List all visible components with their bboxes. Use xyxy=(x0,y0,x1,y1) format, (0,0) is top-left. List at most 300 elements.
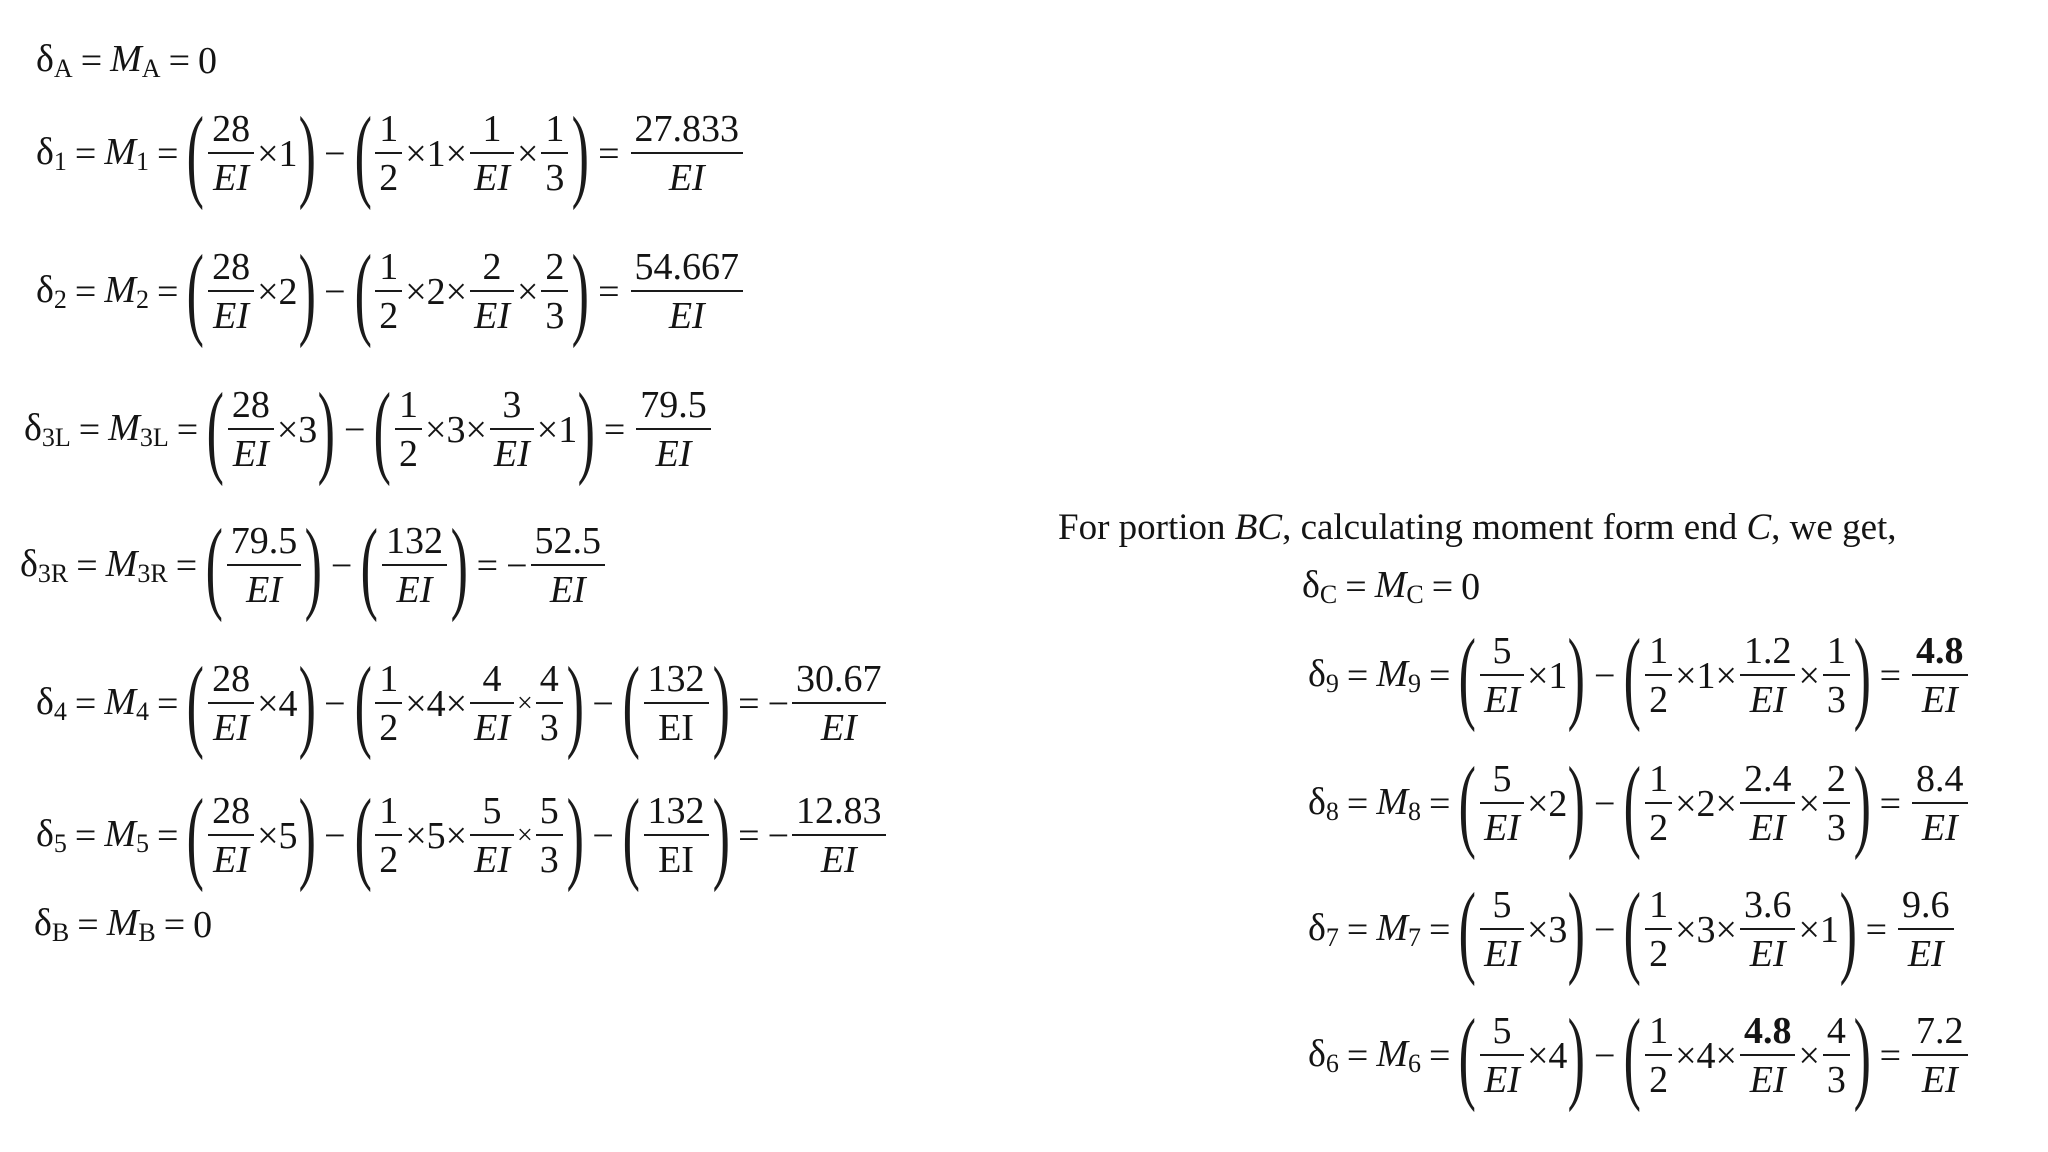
subscript: 1 xyxy=(136,146,149,176)
subscript: 5 xyxy=(136,828,149,858)
minus-sign: − xyxy=(330,544,353,587)
right-paren: ) xyxy=(298,233,316,349)
fraction xyxy=(375,792,402,879)
factor: 2 xyxy=(1696,782,1716,825)
numerator: 1 xyxy=(1826,630,1846,672)
subscript: C xyxy=(1406,580,1424,609)
times-sign: × xyxy=(516,270,539,313)
left-paren: ( xyxy=(354,645,372,761)
times-sign: × xyxy=(1798,654,1820,697)
numerator: 4 xyxy=(482,658,502,700)
times-sign: × xyxy=(276,408,299,451)
denominator: EI xyxy=(820,707,857,749)
times-sign: × xyxy=(1715,908,1737,951)
moment-symbol: $M_4$ xyxy=(104,680,149,726)
times-sign: × xyxy=(1798,1034,1820,1077)
numerator: 2 xyxy=(545,246,565,288)
left-paren: ( xyxy=(361,507,379,623)
fraction xyxy=(1480,886,1524,973)
term-2 xyxy=(354,233,590,349)
numerator: 52.5 xyxy=(534,520,601,562)
denominator: EI xyxy=(658,839,694,881)
factor: 3 xyxy=(1696,908,1716,951)
left-paren: ( xyxy=(1459,617,1477,733)
term-1 xyxy=(205,507,323,623)
moment-symbol: $M_B$ xyxy=(106,902,156,947)
numerator: 1 xyxy=(482,108,502,150)
fraction xyxy=(375,110,402,197)
equals-sign: = xyxy=(476,544,499,587)
factor: 1 xyxy=(1819,908,1839,951)
equals-sign: = xyxy=(76,544,98,587)
times-sign: × xyxy=(1715,782,1737,825)
fraction xyxy=(375,660,402,747)
equals-sign: = xyxy=(1345,566,1367,608)
term-1 xyxy=(1458,997,1586,1113)
numerator: 8.4 xyxy=(1916,758,1964,800)
equals-sign: = xyxy=(80,40,103,82)
fraction xyxy=(1480,1012,1524,1099)
value: 0 xyxy=(198,40,217,82)
term-2 xyxy=(1623,745,1871,861)
numerator: 1 xyxy=(379,246,399,288)
fraction xyxy=(1823,632,1850,719)
times-sign: × xyxy=(445,814,468,857)
equation-delta-a xyxy=(36,40,217,82)
times-sign: × xyxy=(257,270,279,313)
factor: 5 xyxy=(426,814,446,857)
equals-sign: = xyxy=(157,814,179,857)
factor: 4 xyxy=(1696,1034,1716,1077)
equals-sign: = xyxy=(175,544,198,587)
term-2 xyxy=(354,777,585,893)
subscript: 1 xyxy=(53,146,67,176)
denominator: 2 xyxy=(1649,679,1669,721)
times-sign: × xyxy=(425,408,447,451)
left-paren: ( xyxy=(205,507,224,623)
term-2 xyxy=(1623,997,1871,1113)
fraction xyxy=(208,660,254,747)
times-sign: × xyxy=(516,132,539,175)
moment-symbol: $M_{3L}$ xyxy=(108,406,169,452)
subscript: 8 xyxy=(1325,796,1339,826)
minus-sign: − xyxy=(324,270,346,313)
numerator: 2.4 xyxy=(1743,758,1792,800)
denominator: EI xyxy=(1907,933,1944,975)
negative-sign: − xyxy=(767,682,790,725)
fraction xyxy=(208,110,254,197)
denominator: EI xyxy=(493,433,530,475)
result-fraction xyxy=(631,248,744,335)
denominator: 2 xyxy=(379,157,399,199)
numerator: 79.5 xyxy=(640,384,707,426)
fraction xyxy=(490,386,534,473)
numerator: 28 xyxy=(212,790,251,832)
times-sign: × xyxy=(1798,908,1820,951)
fraction xyxy=(1645,632,1672,719)
left-paren: ( xyxy=(354,777,372,893)
equals-sign: = xyxy=(1429,1034,1451,1077)
subscript: 6 xyxy=(1408,1048,1421,1078)
numerator: 28 xyxy=(212,108,251,150)
term-2 xyxy=(373,371,596,487)
numerator: 5 xyxy=(539,790,559,832)
note-text: , we get, xyxy=(1771,507,1897,548)
left-paren: ( xyxy=(1459,997,1477,1113)
delta-symbol: $\delta_1$ xyxy=(36,130,67,176)
note-bc: BC xyxy=(1234,507,1283,548)
fraction xyxy=(536,792,563,879)
result-fraction xyxy=(1912,1012,1968,1099)
minus-sign: − xyxy=(343,408,366,451)
denominator: 2 xyxy=(1649,807,1669,849)
right-paren: ) xyxy=(572,233,590,349)
minus-sign: − xyxy=(1594,908,1616,951)
equals-sign: = xyxy=(1431,566,1454,608)
right-paren: ) xyxy=(577,371,596,487)
result-fraction xyxy=(1898,886,1954,973)
denominator: EI xyxy=(1749,1059,1786,1101)
left-paren: ( xyxy=(187,645,205,761)
subscript: C xyxy=(1319,580,1338,609)
times-sign: × xyxy=(1715,1034,1737,1077)
fraction xyxy=(1645,1012,1672,1099)
equals-sign: = xyxy=(176,408,199,451)
subscript: A xyxy=(141,54,161,83)
factor: 1 xyxy=(426,132,446,175)
term-2 xyxy=(1623,617,1871,733)
moment-symbol: $M_9$ xyxy=(1376,652,1421,698)
right-paren: ) xyxy=(572,95,590,211)
minus-sign: − xyxy=(1594,654,1616,697)
denominator: EI xyxy=(474,707,510,749)
fraction xyxy=(1740,1012,1796,1099)
times-sign: × xyxy=(1715,654,1737,697)
term-1 xyxy=(186,233,316,349)
right-paren: ) xyxy=(566,645,584,761)
factor: 3 xyxy=(298,408,318,451)
numerator: 4.8 xyxy=(1916,630,1964,672)
left-paren: ( xyxy=(1624,745,1642,861)
equals-sign: = xyxy=(74,270,97,313)
equals-sign: = xyxy=(738,682,760,725)
times-sign: × xyxy=(1526,782,1549,825)
delta-symbol: $\delta_A$ xyxy=(36,38,73,83)
result-fraction xyxy=(1912,760,1968,847)
value: 0 xyxy=(1461,566,1481,608)
fraction xyxy=(541,110,568,197)
times-sign: × xyxy=(1526,1034,1549,1077)
subscript: 2 xyxy=(136,284,149,314)
numerator: 7.2 xyxy=(1916,1010,1964,1052)
denominator: EI xyxy=(1484,679,1520,721)
equals-sign: = xyxy=(78,408,101,451)
right-paren: ) xyxy=(317,371,336,487)
subscript: 4 xyxy=(136,696,149,726)
numerator: 5 xyxy=(1492,884,1512,926)
denominator: EI xyxy=(213,707,250,749)
denominator: EI xyxy=(396,569,433,611)
numerator: 12.83 xyxy=(796,790,882,832)
fraction xyxy=(644,660,709,747)
left-paren: ( xyxy=(1624,617,1642,733)
fraction xyxy=(1823,760,1850,847)
numerator: 5 xyxy=(1492,1010,1512,1052)
denominator: EI xyxy=(668,295,705,337)
delta-symbol: $\delta_{3R}$ xyxy=(20,542,69,588)
left-paren: ( xyxy=(622,777,640,893)
numerator: 132 xyxy=(385,520,443,562)
moment-symbol: $M_6$ xyxy=(1376,1032,1421,1078)
note-text: For portion xyxy=(1058,507,1235,548)
equals-sign: = xyxy=(1429,908,1451,951)
negative-sign: − xyxy=(767,814,790,857)
right-paren: ) xyxy=(450,507,468,623)
equation-delta-3l xyxy=(24,371,714,487)
result-fraction xyxy=(792,792,886,879)
equation-delta-c xyxy=(1302,566,1480,608)
denominator: EI xyxy=(246,569,282,611)
delta-symbol: $\delta_8$ xyxy=(1308,780,1339,826)
subscript: 4 xyxy=(53,696,67,726)
equation-delta-6 xyxy=(1308,997,1971,1113)
numerator: 5 xyxy=(482,790,502,832)
term-2 xyxy=(354,95,590,211)
factor: 2 xyxy=(1548,782,1568,825)
numerator: 5 xyxy=(1492,758,1512,800)
numerator: 27.833 xyxy=(634,108,739,150)
right-paren: ) xyxy=(304,507,323,623)
equals-sign: = xyxy=(157,270,179,313)
right-paren: ) xyxy=(298,95,316,211)
equation-delta-1 xyxy=(36,95,746,211)
left-paren: ( xyxy=(354,95,372,211)
moment-symbol: $M_8$ xyxy=(1376,780,1421,826)
numerator: 1 xyxy=(1649,1010,1669,1052)
times-sign: × xyxy=(1526,654,1549,697)
numerator: 1 xyxy=(399,384,419,426)
fraction xyxy=(1740,886,1796,973)
factor: 1 xyxy=(278,132,298,175)
numerator: 132 xyxy=(647,790,705,832)
left-paren: ( xyxy=(206,371,225,487)
subscript: 7 xyxy=(1325,922,1339,952)
fraction xyxy=(644,792,709,879)
times-sign: × xyxy=(1675,908,1697,951)
fraction xyxy=(470,110,514,197)
times-sign: × xyxy=(1675,1034,1697,1077)
equation-delta-5 xyxy=(36,777,889,893)
fraction xyxy=(1480,760,1524,847)
equals-sign: = xyxy=(1346,782,1369,825)
denominator: EI xyxy=(655,433,692,475)
numerator: 4 xyxy=(1826,1010,1846,1052)
note-text: , calculating moment form end xyxy=(1282,507,1747,548)
numerator: 1 xyxy=(1649,758,1669,800)
fraction xyxy=(1645,760,1672,847)
equation-delta-3r xyxy=(20,507,608,623)
times-sign: × xyxy=(405,814,427,857)
result-fraction xyxy=(631,110,744,197)
minus-sign: − xyxy=(1594,782,1616,825)
delta-symbol: $\delta_C$ xyxy=(1302,564,1338,609)
equals-sign: = xyxy=(598,270,620,313)
equals-sign: = xyxy=(1879,782,1901,825)
denominator: EI xyxy=(658,707,694,749)
denominator: EI xyxy=(213,295,250,337)
equals-sign: = xyxy=(1429,782,1451,825)
subscript: 5 xyxy=(53,828,67,858)
denominator: EI xyxy=(1921,679,1958,721)
times-sign: × xyxy=(405,270,427,313)
numerator: 132 xyxy=(647,658,705,700)
fraction xyxy=(1740,632,1796,719)
equals-sign: = xyxy=(77,904,99,946)
fraction xyxy=(208,248,254,335)
result-fraction xyxy=(1912,632,1968,719)
minus-sign: − xyxy=(324,682,346,725)
right-paren: ) xyxy=(298,645,316,761)
fraction xyxy=(470,660,514,747)
denominator: EI xyxy=(474,839,510,881)
result-fraction xyxy=(792,660,886,747)
delta-symbol: $\delta_5$ xyxy=(36,812,67,858)
times-sign: × xyxy=(1675,654,1697,697)
times-sign: × xyxy=(465,408,487,451)
term-3 xyxy=(622,645,730,761)
moment-symbol: $M_{3R}$ xyxy=(105,542,168,588)
factor: 3 xyxy=(446,408,466,451)
numerator: 54.667 xyxy=(634,246,739,288)
fraction xyxy=(1645,886,1672,973)
times-sign: × xyxy=(445,270,468,313)
left-paren: ( xyxy=(187,233,205,349)
left-paren: ( xyxy=(354,233,372,349)
term-1 xyxy=(206,371,336,487)
minus-sign: − xyxy=(324,132,346,175)
numerator: 1 xyxy=(1649,630,1669,672)
term-2 xyxy=(360,507,468,623)
equals-sign: = xyxy=(598,132,620,175)
denominator: 3 xyxy=(539,707,559,749)
minus-sign: − xyxy=(592,814,614,857)
factor: 1 xyxy=(558,408,578,451)
numerator: 30.67 xyxy=(796,658,882,700)
times-sign: × xyxy=(257,682,279,725)
denominator: EI xyxy=(1921,1059,1958,1101)
fraction xyxy=(208,792,254,879)
denominator: EI xyxy=(474,295,510,337)
fraction xyxy=(1740,760,1796,847)
fraction xyxy=(228,386,274,473)
subscript: 9 xyxy=(1325,668,1339,698)
numerator: 1 xyxy=(379,658,399,700)
numerator: 1 xyxy=(379,108,399,150)
denominator: EI xyxy=(820,839,857,881)
equals-sign: = xyxy=(74,132,97,175)
result-fraction xyxy=(636,386,711,473)
equation-delta-9 xyxy=(1308,617,1971,733)
numerator: 79.5 xyxy=(230,520,298,562)
subscript: 8 xyxy=(1408,796,1421,826)
times-sign: × xyxy=(1526,908,1549,951)
times-sign: × xyxy=(405,682,427,725)
denominator: 3 xyxy=(1826,679,1846,721)
factor: 5 xyxy=(278,814,298,857)
denominator: 3 xyxy=(539,839,559,881)
times-sign: × xyxy=(516,819,533,851)
times-sign: × xyxy=(445,682,468,725)
numerator: 2 xyxy=(482,246,502,288)
moment-symbol: $M_2$ xyxy=(104,268,149,314)
equals-sign: = xyxy=(157,132,179,175)
subscript: A xyxy=(53,54,73,83)
subscript: 6 xyxy=(1325,1048,1339,1078)
factor: 2 xyxy=(426,270,446,313)
equals-sign: = xyxy=(738,814,760,857)
numerator: 2 xyxy=(1826,758,1846,800)
times-sign: × xyxy=(516,687,533,719)
denominator: 2 xyxy=(1649,1059,1669,1101)
factor: 1 xyxy=(1548,654,1568,697)
right-paren: ) xyxy=(1568,997,1586,1113)
numerator: 1 xyxy=(545,108,565,150)
denominator: EI xyxy=(1749,807,1786,849)
equals-sign: = xyxy=(1429,654,1451,697)
right-paren: ) xyxy=(1568,617,1586,733)
equals-sign: = xyxy=(157,682,179,725)
denominator: 3 xyxy=(545,295,565,337)
minus-sign: − xyxy=(592,682,614,725)
denominator: EI xyxy=(474,157,510,199)
times-sign: × xyxy=(1675,782,1697,825)
factor: 4 xyxy=(426,682,446,725)
term-1 xyxy=(186,777,316,893)
left-paren: ( xyxy=(1624,997,1642,1113)
denominator: 3 xyxy=(1826,1059,1846,1101)
left-paren: ( xyxy=(1459,871,1477,987)
denominator: 2 xyxy=(379,295,399,337)
right-paren: ) xyxy=(1853,745,1871,861)
factor: 3 xyxy=(1548,908,1568,951)
term-1 xyxy=(1458,745,1586,861)
equals-sign: = xyxy=(163,904,186,946)
right-paren: ) xyxy=(1568,871,1586,987)
denominator: EI xyxy=(232,433,269,475)
term-2 xyxy=(1623,871,1857,987)
left-paren: ( xyxy=(374,371,392,487)
denominator: 2 xyxy=(379,707,399,749)
denominator: EI xyxy=(213,839,250,881)
left-paren: ( xyxy=(187,777,205,893)
fraction xyxy=(541,248,568,335)
negative-sign: − xyxy=(506,544,528,587)
equals-sign: = xyxy=(1346,908,1369,951)
fraction xyxy=(536,660,563,747)
delta-symbol: $\delta_6$ xyxy=(1308,1032,1339,1078)
fraction xyxy=(382,522,447,609)
delta-symbol: $\delta_{3L}$ xyxy=(24,406,71,452)
right-paren: ) xyxy=(712,645,730,761)
minus-sign: − xyxy=(1594,1034,1616,1077)
denominator: EI xyxy=(1484,807,1520,849)
denominator: EI xyxy=(1484,933,1520,975)
numerator: 28 xyxy=(231,384,270,426)
denominator: 2 xyxy=(379,839,399,881)
moment-symbol: $M_5$ xyxy=(104,812,149,858)
fraction xyxy=(1823,1012,1850,1099)
equals-sign: = xyxy=(1346,1034,1369,1077)
